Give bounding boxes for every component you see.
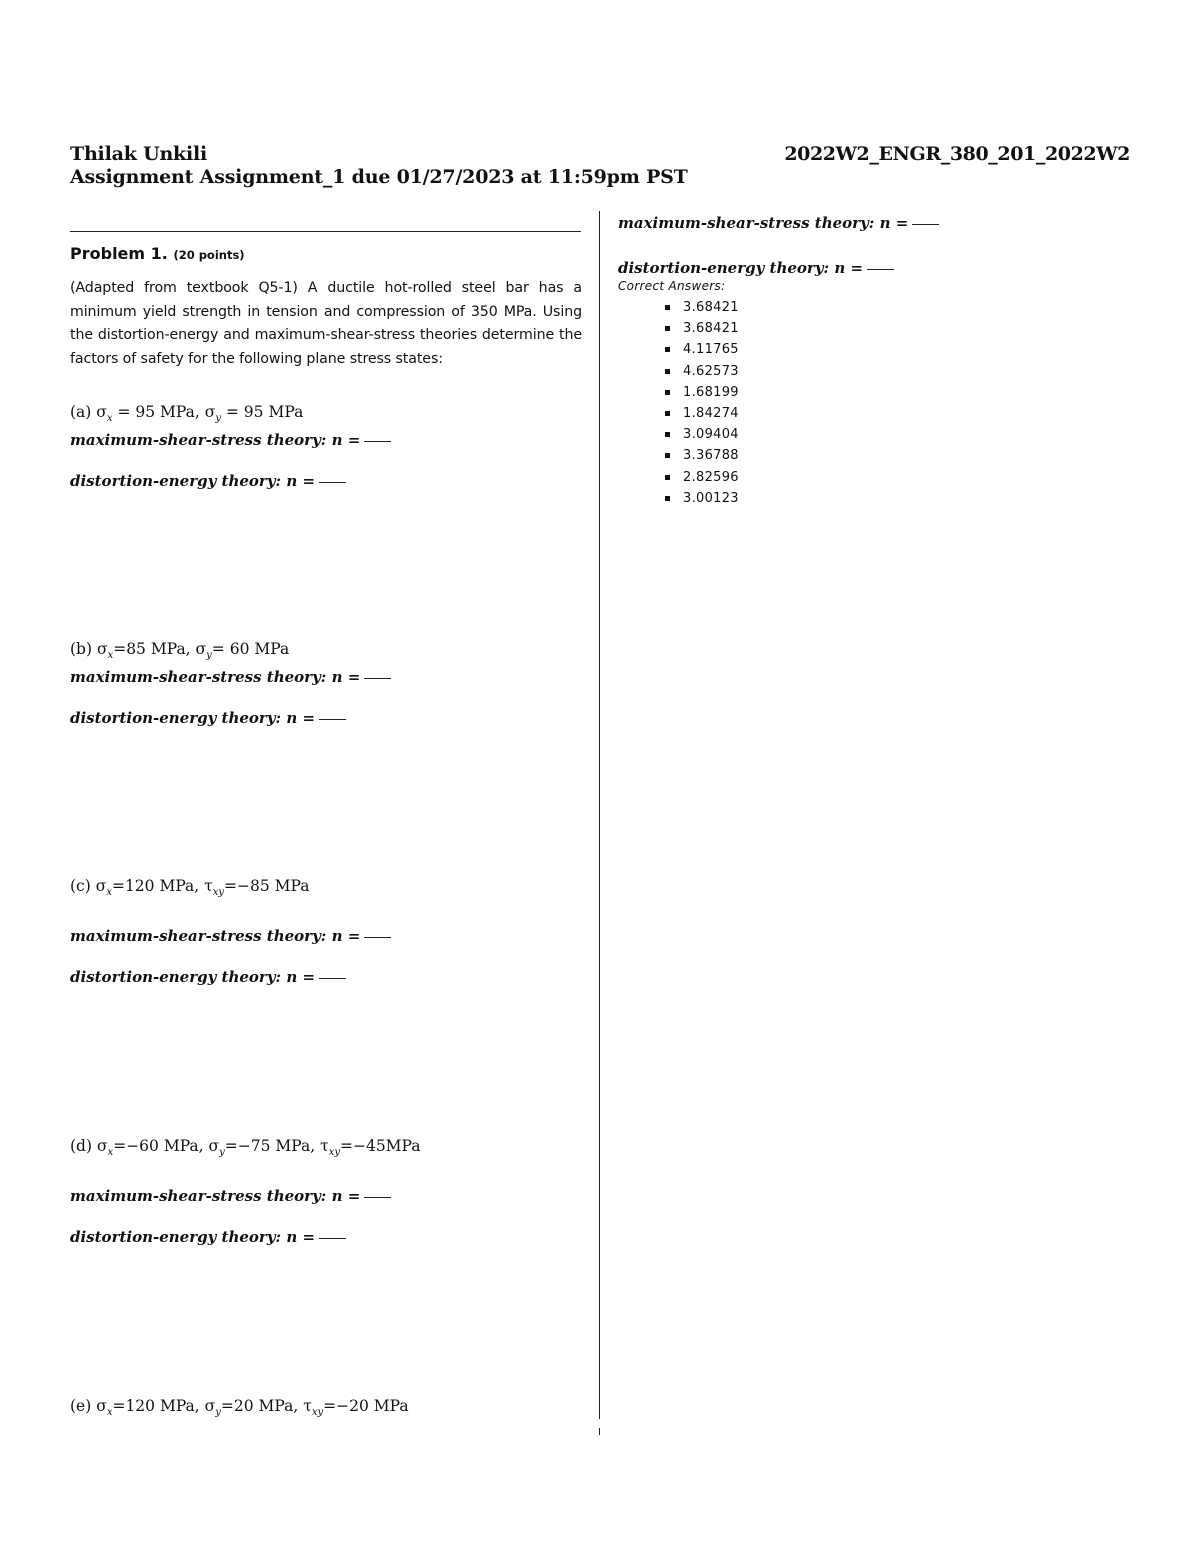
subscript: y xyxy=(206,650,212,662)
part-label: (b) xyxy=(70,640,93,658)
equals-sign: = xyxy=(347,1187,361,1206)
condition-value: =120 MPa, xyxy=(111,877,205,895)
sigma-symbol: σ xyxy=(96,403,107,421)
de-label: distortion-energy theory: xyxy=(70,1228,282,1247)
mss-answer-line xyxy=(70,1187,421,1205)
part-d xyxy=(70,1135,421,1246)
sigma-symbol: σ xyxy=(96,1137,108,1155)
mss-answer-blank[interactable] xyxy=(364,441,391,442)
condition-value: =−85 MPa xyxy=(224,877,310,895)
de-answer-line xyxy=(70,472,391,490)
equals-sign: = xyxy=(302,709,316,728)
condition-value: = 95 MPa xyxy=(220,403,304,421)
list-item: 3.00123 xyxy=(665,488,1138,509)
de-label: distortion-energy theory: xyxy=(618,259,830,277)
n-symbol: n xyxy=(331,927,343,946)
equals-sign: = xyxy=(347,431,361,450)
de-answer-line xyxy=(70,1228,421,1246)
equals-sign: = xyxy=(302,1228,316,1247)
n-symbol: n xyxy=(286,968,298,987)
list-item: 3.68421 xyxy=(665,318,1138,339)
subscript: x xyxy=(106,413,113,425)
part-label: (e) xyxy=(70,1397,92,1415)
mss-label: maximum-shear-stress theory: xyxy=(70,668,327,687)
de-label: distortion-energy theory: xyxy=(70,709,282,728)
de-label: distortion-energy theory: xyxy=(70,472,282,491)
sigma-symbol: σ xyxy=(204,403,216,421)
list-item: 1.84274 xyxy=(665,403,1138,424)
n-symbol: n xyxy=(331,668,343,687)
n-symbol: n xyxy=(879,214,891,232)
course-code: 2022W2_ENGR_380_201_2022W2 xyxy=(784,143,1130,165)
mss-answer-blank[interactable] xyxy=(364,1197,391,1198)
mss-answer-line xyxy=(618,214,1138,232)
list-item: 4.62573 xyxy=(665,361,1138,382)
list-item: 3.68421 xyxy=(665,297,1138,318)
de-label: distortion-energy theory: xyxy=(70,968,282,987)
column-top-rule xyxy=(70,231,581,232)
assignment-title: Assignment Assignment_1 due 01/27/2023 at 11:59pm PST xyxy=(70,166,688,188)
list-item: 3.09404 xyxy=(665,424,1138,445)
sigma-symbol: σ xyxy=(96,1397,107,1415)
equals-sign: = xyxy=(347,668,361,687)
equals-sign: = xyxy=(347,927,361,946)
n-symbol: n xyxy=(331,1187,343,1206)
mss-answer-line xyxy=(70,668,391,686)
mss-label: maximum-shear-stress theory: xyxy=(618,214,875,232)
mss-answer-blank[interactable] xyxy=(364,678,391,679)
condition-value: = 95 MPa, xyxy=(112,403,205,421)
equals-sign: = xyxy=(302,472,316,491)
mss-answer-line xyxy=(70,431,391,449)
problem-statement xyxy=(70,244,582,371)
mss-label: maximum-shear-stress theory: xyxy=(70,1187,327,1206)
subscript: y xyxy=(215,1407,221,1419)
condition-value: =20 MPa, xyxy=(220,1397,304,1415)
right-column xyxy=(618,214,1138,509)
subscript: xy xyxy=(212,887,225,899)
part-d-conditions xyxy=(70,1135,421,1164)
part-e xyxy=(70,1395,409,1424)
de-answer-blank[interactable] xyxy=(319,482,346,483)
problem-title xyxy=(70,244,582,263)
list-item: 4.11765 xyxy=(665,339,1138,360)
subscript: x xyxy=(107,1147,114,1159)
mss-label: maximum-shear-stress theory: xyxy=(70,431,327,450)
part-b-conditions xyxy=(70,638,391,667)
part-a-conditions xyxy=(70,401,391,430)
list-item: 3.36788 xyxy=(665,445,1138,466)
condition-value: =−60 MPa, xyxy=(113,1137,209,1155)
problem-text: (Adapted from textbook Q5-1) A ductile hot-rolled steel bar has a minimum yield strength in tension and compression of 350 MPa. Using the distortion-energy and maximum-shear-stress theories determine the factors of safety for the following plane stress states: xyxy=(70,280,582,367)
tau-symbol: τ xyxy=(320,1137,329,1155)
part-a xyxy=(70,401,391,490)
condition-value: =−75 MPa, xyxy=(224,1137,321,1155)
condition-value: = 60 MPa xyxy=(211,640,290,658)
de-answer-blank[interactable] xyxy=(319,719,346,720)
tau-symbol: τ xyxy=(204,877,213,895)
column-divider-tick xyxy=(599,1428,600,1435)
list-item: 2.82596 xyxy=(665,467,1138,488)
part-c-conditions xyxy=(70,875,391,904)
n-symbol: n xyxy=(286,472,298,491)
sigma-symbol: σ xyxy=(195,640,207,658)
de-answer-blank[interactable] xyxy=(867,269,894,270)
part-b xyxy=(70,638,391,727)
de-answer-line xyxy=(618,259,1138,277)
correct-answers-label: Correct Answers: xyxy=(618,279,726,293)
equals-sign: = xyxy=(850,259,864,277)
correct-answers-list xyxy=(618,297,1138,509)
part-label: (d) xyxy=(70,1137,93,1155)
problem-points: (20 points) xyxy=(173,248,245,262)
subscript: y xyxy=(219,1147,225,1159)
mss-answer-blank[interactable] xyxy=(364,937,391,938)
part-c xyxy=(70,875,391,986)
part-label: (a) xyxy=(70,403,92,421)
subscript: y xyxy=(215,413,221,425)
equals-sign: = xyxy=(895,214,909,232)
tau-symbol: τ xyxy=(303,1397,312,1415)
equals-sign: = xyxy=(302,968,316,987)
sigma-symbol: σ xyxy=(204,1397,216,1415)
list-item: 1.68199 xyxy=(665,382,1138,403)
sigma-symbol: σ xyxy=(96,640,108,658)
n-symbol: n xyxy=(834,259,846,277)
subscript: xy xyxy=(328,1147,340,1159)
subscript: x xyxy=(106,887,112,899)
subscript: x xyxy=(106,1407,113,1419)
student-name: Thilak Unkili xyxy=(70,143,208,165)
de-answer-blank[interactable] xyxy=(319,1238,346,1239)
problem-number: Problem 1. xyxy=(70,244,168,263)
de-answer-blank[interactable] xyxy=(319,978,346,979)
de-answer-line xyxy=(70,709,391,727)
condition-value: =−20 MPa xyxy=(323,1397,409,1415)
condition-value: =120 MPa, xyxy=(112,1397,205,1415)
column-divider xyxy=(599,211,600,1419)
n-symbol: n xyxy=(286,1228,298,1247)
n-symbol: n xyxy=(331,431,343,450)
sigma-symbol: σ xyxy=(95,877,107,895)
condition-value: =−45MPa xyxy=(339,1137,421,1155)
sigma-symbol: σ xyxy=(208,1137,220,1155)
subscript: xy xyxy=(311,1407,324,1419)
part-label: (c) xyxy=(70,877,91,895)
subscript: x xyxy=(107,650,114,662)
mss-label: maximum-shear-stress theory: xyxy=(70,927,327,946)
condition-value: =85 MPa, xyxy=(113,640,196,658)
n-symbol: n xyxy=(286,709,298,728)
mss-answer-blank[interactable] xyxy=(912,224,939,225)
part-e-conditions xyxy=(70,1395,409,1424)
mss-answer-line xyxy=(70,927,391,945)
de-answer-line xyxy=(70,968,391,986)
